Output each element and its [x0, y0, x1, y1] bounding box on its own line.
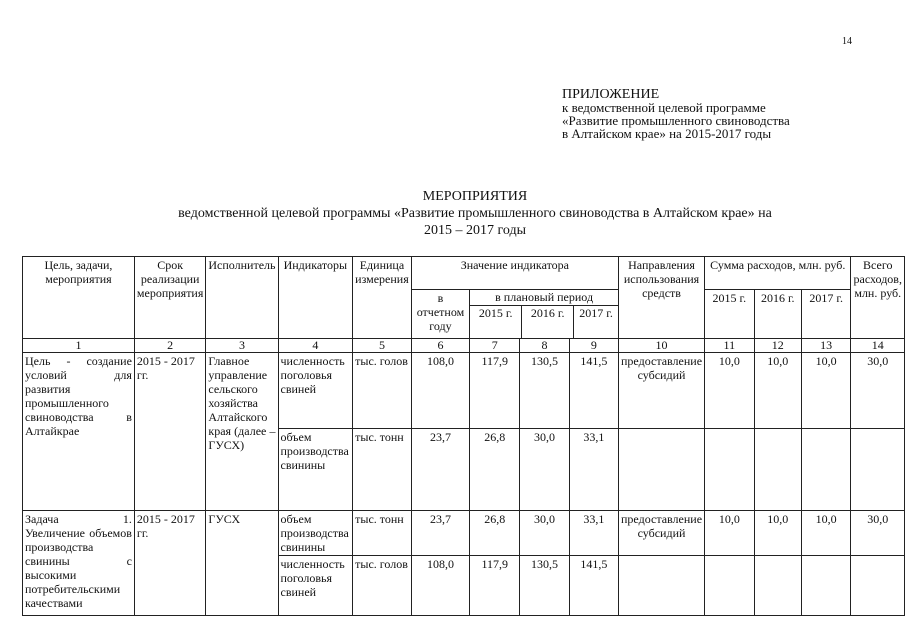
column-number: 2	[134, 339, 205, 353]
page-number: 14	[842, 36, 852, 47]
appendix-heading: ПРИЛОЖЕНИЕ	[562, 87, 660, 102]
document-title	[0, 188, 905, 239]
column-number: 13	[801, 339, 851, 353]
column-number: 8	[520, 339, 569, 353]
unit-cell: тыс. голов	[353, 353, 412, 429]
value-2017: 141,5	[569, 556, 618, 616]
header-unit: Единица измерения	[353, 257, 412, 339]
header-expenses-2016: 2016 г.	[754, 290, 801, 339]
value-report: 108,0	[411, 353, 469, 429]
empty-cell	[801, 429, 851, 511]
header-indicator-value: Значение индикатора	[411, 257, 618, 290]
unit-cell: тыс. тонн	[353, 429, 412, 511]
indicator-name: численность поголовья свиней	[278, 353, 353, 429]
header-planned-2017: 2017 г.	[579, 306, 613, 320]
empty-cell	[754, 429, 801, 511]
appendix-block	[562, 88, 790, 140]
value-2016: 30,0	[520, 511, 569, 556]
value-2015: 117,9	[470, 556, 520, 616]
column-number: 12	[754, 339, 801, 353]
empty-cell	[619, 429, 705, 511]
value-2017: 33,1	[569, 511, 618, 556]
expense-2017: 10,0	[801, 353, 851, 429]
funds-direction-cell: предоставление субсидий	[619, 511, 705, 556]
value-report: 23,7	[411, 429, 469, 511]
column-number: 4	[278, 339, 353, 353]
unit-cell: тыс. тонн	[353, 511, 412, 556]
value-2016: 130,5	[520, 353, 569, 429]
header-goal: Цель, задачи, мероприятия	[23, 257, 135, 339]
column-number: 9	[569, 339, 618, 353]
task-text: Задача 1. Увеличение объемов производства свинины с высокими потребительскими качествами	[23, 511, 135, 616]
expense-2015: 10,0	[705, 511, 755, 556]
title-line-1: ведомственной целевой программы «Развитие промышленного свиноводства в Алтайском крае» на	[178, 206, 772, 221]
table-row	[23, 353, 905, 429]
expense-2017: 10,0	[801, 511, 851, 556]
column-number: 1	[23, 339, 135, 353]
value-2015: 117,9	[470, 353, 520, 429]
empty-cell	[705, 429, 755, 511]
planned-period-cell	[470, 290, 619, 339]
empty-cell	[801, 556, 851, 616]
header-report-year: в отчетном году	[411, 290, 469, 339]
column-number: 5	[353, 339, 412, 353]
column-number: 3	[206, 339, 278, 353]
header-planned-2016: 2016 г.	[522, 306, 574, 338]
executor-cell: ГУСХ	[206, 511, 278, 616]
expense-2016: 10,0	[754, 511, 801, 556]
value-2017: 33,1	[569, 429, 618, 511]
value-2016: 30,0	[520, 429, 569, 511]
header-expenses-2015: 2015 г.	[705, 290, 755, 339]
column-number: 7	[470, 339, 520, 353]
empty-cell	[851, 429, 905, 511]
value-2016: 130,5	[520, 556, 569, 616]
value-2015: 26,8	[470, 511, 520, 556]
expense-2015: 10,0	[705, 353, 755, 429]
executor-cell: Главное управление сельского хозяйства Алтайского края (далее – ГУСХ)	[206, 353, 278, 511]
appendix-line-3: в Алтайском крае» на 2015-2017 годы	[562, 126, 772, 141]
term-cell: 2015 - 2017 гг.	[134, 511, 205, 616]
expense-2016: 10,0	[754, 353, 801, 429]
empty-cell	[754, 556, 801, 616]
value-report: 23,7	[411, 511, 469, 556]
column-number: 11	[705, 339, 755, 353]
appendix-line-2: «Развитие промышленного свиноводства	[562, 113, 790, 128]
title-line-2: 2015 – 2017 годы	[423, 223, 527, 238]
header-funds-direction: Направления использования средств	[619, 257, 705, 339]
term-cell: 2015 - 2017 гг.	[134, 353, 205, 511]
header-expenses: Сумма расходов, млн. руб.	[705, 257, 851, 290]
measures-table	[22, 256, 905, 616]
unit-cell: тыс. голов	[353, 556, 412, 616]
header-total: Всего расходов, млн. руб.	[851, 257, 905, 339]
expense-total: 30,0	[851, 353, 905, 429]
empty-cell	[619, 556, 705, 616]
header-expenses-2017: 2017 г.	[801, 290, 851, 339]
header-planned-period: в плановый период	[470, 290, 618, 306]
indicator-name: объем производства свинины	[278, 511, 353, 556]
indicator-name: объем производства свинины	[278, 429, 353, 511]
table-row	[23, 511, 905, 556]
expense-total: 30,0	[851, 511, 905, 556]
header-indicators: Индикаторы	[278, 257, 353, 339]
header-planned-2015: 2015 г.	[470, 306, 522, 338]
empty-cell	[851, 556, 905, 616]
header-executor: Исполнитель	[206, 257, 278, 339]
indicator-name: численность поголовья свиней	[278, 556, 353, 616]
value-report: 108,0	[411, 556, 469, 616]
title-main: МЕРОПРИЯТИЯ	[422, 189, 528, 204]
funds-direction-cell: предоставление субсидий	[619, 353, 705, 429]
goal-text: Цель - создание условий для развития промышленного свиноводства в Алтайкрае	[23, 353, 135, 511]
column-number: 10	[619, 339, 705, 353]
value-2017: 141,5	[569, 353, 618, 429]
value-2015: 26,8	[470, 429, 520, 511]
header-term: Срок реализации мероприятия	[134, 257, 205, 339]
column-number: 6	[411, 339, 469, 353]
appendix-line-1: к ведомственной целевой программе	[562, 100, 766, 115]
column-number: 14	[851, 339, 905, 353]
empty-cell	[705, 556, 755, 616]
